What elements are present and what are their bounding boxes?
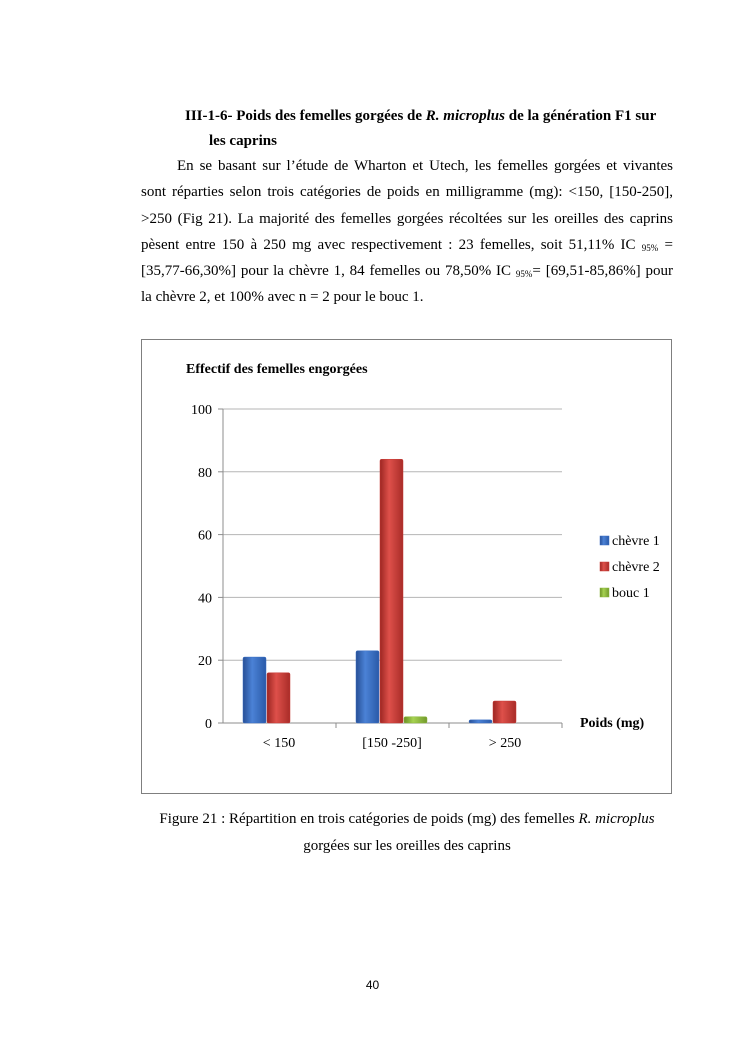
paragraph-line-5-end: = [69,51-85,86%] pour	[532, 263, 674, 280]
paragraph-line-6: la chèvre 2, et 100% avec n = 2 pour le bouc 1.	[141, 289, 424, 306]
caption-line-2: gorgées sur les oreilles des caprins	[303, 838, 511, 854]
y-tick-label: 40	[198, 591, 212, 607]
section-number: III-1-6-	[185, 108, 233, 124]
x-tick-label: > 250	[488, 736, 522, 751]
bar-chèvre-1	[243, 657, 266, 723]
bar-chèvre-1	[469, 720, 492, 723]
legend-swatch	[600, 536, 609, 545]
caption-text: Figure 21 : Répartition en trois catégories de poids (mg) des femelles	[159, 811, 579, 827]
legend-swatch	[600, 588, 609, 597]
paragraph-line-4	[141, 232, 673, 258]
x-tick-label: [150 -250]	[362, 736, 422, 751]
y-tick-label: 80	[198, 465, 212, 481]
y-tick-label: 60	[198, 528, 212, 544]
bar-chèvre-1	[356, 651, 379, 723]
bar-chart	[142, 340, 673, 795]
paragraph-line-2: sont réparties selon trois catégories de poids en milligramme (mg): <150, [150-250],	[141, 184, 673, 201]
section-title-line2: les caprins	[209, 133, 277, 149]
y-tick-label: 20	[198, 654, 212, 670]
chart-title: Effectif des femelles engorgées	[186, 362, 368, 377]
legend-swatch	[600, 562, 609, 571]
section-heading	[185, 104, 673, 154]
chart-frame	[141, 339, 672, 794]
y-tick-label: 100	[191, 403, 212, 418]
figure-caption	[141, 806, 673, 860]
section-title-start: Poids des femelles gorgées de	[232, 108, 426, 124]
legend-label: bouc 1	[612, 586, 650, 601]
bar-chèvre-2	[493, 701, 516, 723]
section-title-end: de la génération F1 sur	[504, 108, 657, 124]
x-tick-label: < 150	[262, 736, 296, 751]
x-axis-label: Poids (mg)	[580, 716, 645, 731]
paragraph-line-5-text: [35,77-66,30%] pour la chèvre 1, 84 femelles ou 78,50% IC	[141, 263, 516, 280]
paragraph-line-1	[141, 153, 673, 179]
paragraph-line-4-text: pèsent entre 150 à 250 mg avec respectivement : 23 femelles, soit 51,11% IC	[141, 236, 642, 253]
section-title-species: R. microplus	[425, 108, 505, 124]
legend-label: chèvre 2	[612, 560, 660, 575]
paragraph-line-4-end: =	[658, 236, 673, 253]
paragraph-line-3: >250 (Fig 21). La majorité des femelles gorgées récoltées sur les oreilles des caprins	[141, 210, 673, 227]
caption-species: R. microplus	[578, 811, 655, 827]
paragraph-line-5	[141, 258, 673, 284]
page-number: 40	[365, 978, 380, 992]
y-tick-label: 0	[205, 717, 212, 732]
bar-chèvre-2	[267, 673, 290, 723]
bar-chèvre-2	[380, 459, 403, 723]
legend-label: chèvre 1	[612, 534, 660, 549]
paragraph-line-1-text: En se basant sur l’étude de Wharton et Utech, les femelles gorgées et vivantes	[177, 158, 673, 174]
body-paragraph	[141, 153, 673, 311]
confidence-subscript-2: 95%	[515, 269, 533, 280]
bar-bouc-1	[404, 717, 427, 723]
confidence-subscript-1: 95%	[641, 242, 659, 253]
